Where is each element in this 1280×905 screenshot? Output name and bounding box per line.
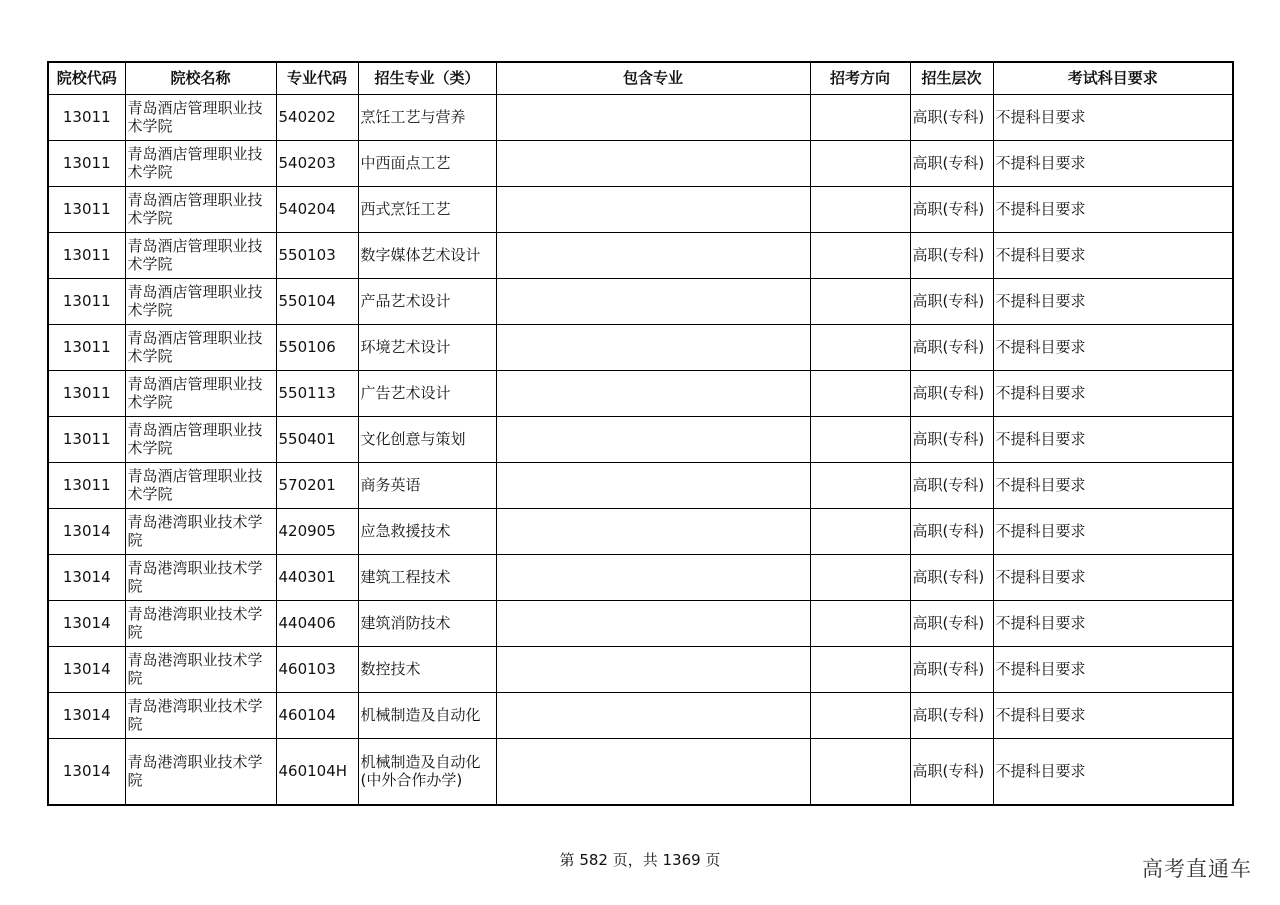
- direction-cell: [810, 462, 910, 508]
- table-row: [48, 278, 1233, 324]
- requirement-cell: 不提科目要求: [993, 370, 1233, 416]
- direction-cell: [810, 416, 910, 462]
- level-cell: 高职(专科): [910, 416, 993, 462]
- major-code-cell: 540203: [276, 140, 358, 186]
- includes-cell: [496, 94, 810, 140]
- header-major: 招生专业（类）: [358, 62, 496, 94]
- major-cell: 应急救援技术: [358, 508, 496, 554]
- table-row: [48, 416, 1233, 462]
- page-number: 第 582 页，共 1369 页: [559, 851, 721, 869]
- includes-cell: [496, 554, 810, 600]
- major-cell: 文化创意与策划: [358, 416, 496, 462]
- level-cell: 高职(专科): [910, 646, 993, 692]
- major-code-cell: 550401: [276, 416, 358, 462]
- includes-cell: [496, 278, 810, 324]
- major-code-cell: 460104H: [276, 738, 358, 805]
- major-cell: 广告艺术设计: [358, 370, 496, 416]
- level-cell: 高职(专科): [910, 738, 993, 805]
- major-code-cell: 550113: [276, 370, 358, 416]
- watermark: 高考直通车: [1142, 857, 1252, 881]
- header-school-name: 院校名称: [125, 62, 276, 94]
- table-row: [48, 140, 1233, 186]
- school-name-cell: 青岛酒店管理职业技术学院: [125, 324, 276, 370]
- school-code-cell: 13011: [48, 324, 125, 370]
- major-cell: 西式烹饪工艺: [358, 186, 496, 232]
- school-name-cell: 青岛酒店管理职业技术学院: [125, 462, 276, 508]
- school-name-cell: 青岛酒店管理职业技术学院: [125, 232, 276, 278]
- direction-cell: [810, 140, 910, 186]
- major-code-cell: 440406: [276, 600, 358, 646]
- school-name-cell: 青岛酒店管理职业技术学院: [125, 186, 276, 232]
- header-includes: 包含专业: [496, 62, 810, 94]
- enrollment-table: [47, 61, 1234, 806]
- header-school-code: 院校代码: [48, 62, 125, 94]
- requirement-cell: 不提科目要求: [993, 94, 1233, 140]
- major-cell: 机械制造及自动化(中外合作办学): [358, 738, 496, 805]
- requirement-cell: 不提科目要求: [993, 324, 1233, 370]
- level-cell: 高职(专科): [910, 554, 993, 600]
- school-code-cell: 13011: [48, 462, 125, 508]
- requirement-cell: 不提科目要求: [993, 738, 1233, 805]
- school-code-cell: 13011: [48, 186, 125, 232]
- school-name-cell: 青岛港湾职业技术学院: [125, 692, 276, 738]
- major-code-cell: 570201: [276, 462, 358, 508]
- table-row: [48, 462, 1233, 508]
- school-name-cell: 青岛酒店管理职业技术学院: [125, 416, 276, 462]
- major-cell: 环境艺术设计: [358, 324, 496, 370]
- level-cell: 高职(专科): [910, 278, 993, 324]
- major-cell: 产品艺术设计: [358, 278, 496, 324]
- school-code-cell: 13014: [48, 738, 125, 805]
- school-name-cell: 青岛酒店管理职业技术学院: [125, 94, 276, 140]
- school-name-cell: 青岛港湾职业技术学院: [125, 738, 276, 805]
- header-direction: 招考方向: [810, 62, 910, 94]
- direction-cell: [810, 554, 910, 600]
- school-name-cell: 青岛港湾职业技术学院: [125, 554, 276, 600]
- school-code-cell: 13014: [48, 554, 125, 600]
- includes-cell: [496, 738, 810, 805]
- level-cell: 高职(专科): [910, 232, 993, 278]
- table-body: [48, 94, 1233, 805]
- includes-cell: [496, 140, 810, 186]
- major-cell: 数字媒体艺术设计: [358, 232, 496, 278]
- major-code-cell: 550106: [276, 324, 358, 370]
- direction-cell: [810, 324, 910, 370]
- school-code-cell: 13011: [48, 370, 125, 416]
- school-name-cell: 青岛港湾职业技术学院: [125, 600, 276, 646]
- major-code-cell: 460103: [276, 646, 358, 692]
- major-cell: 建筑消防技术: [358, 600, 496, 646]
- school-code-cell: 13011: [48, 140, 125, 186]
- table-row: [48, 186, 1233, 232]
- header-row: [48, 62, 1233, 94]
- major-code-cell: 540204: [276, 186, 358, 232]
- includes-cell: [496, 370, 810, 416]
- level-cell: 高职(专科): [910, 508, 993, 554]
- header-requirement: 考试科目要求: [993, 62, 1233, 94]
- table-row: [48, 738, 1233, 805]
- major-cell: 烹饪工艺与营养: [358, 94, 496, 140]
- requirement-cell: 不提科目要求: [993, 600, 1233, 646]
- includes-cell: [496, 232, 810, 278]
- direction-cell: [810, 94, 910, 140]
- major-code-cell: 420905: [276, 508, 358, 554]
- direction-cell: [810, 646, 910, 692]
- header-major-code: 专业代码: [276, 62, 358, 94]
- table-row: [48, 232, 1233, 278]
- school-code-cell: 13014: [48, 508, 125, 554]
- major-cell: 中西面点工艺: [358, 140, 496, 186]
- includes-cell: [496, 462, 810, 508]
- includes-cell: [496, 646, 810, 692]
- school-name-cell: 青岛酒店管理职业技术学院: [125, 370, 276, 416]
- school-code-cell: 13014: [48, 646, 125, 692]
- school-code-cell: 13011: [48, 416, 125, 462]
- level-cell: 高职(专科): [910, 94, 993, 140]
- requirement-cell: 不提科目要求: [993, 692, 1233, 738]
- includes-cell: [496, 324, 810, 370]
- requirement-cell: 不提科目要求: [993, 232, 1233, 278]
- table-row: [48, 600, 1233, 646]
- direction-cell: [810, 278, 910, 324]
- direction-cell: [810, 508, 910, 554]
- major-code-cell: 440301: [276, 554, 358, 600]
- level-cell: 高职(专科): [910, 462, 993, 508]
- school-code-cell: 13011: [48, 232, 125, 278]
- requirement-cell: 不提科目要求: [993, 186, 1233, 232]
- major-cell: 机械制造及自动化: [358, 692, 496, 738]
- table-row: [48, 508, 1233, 554]
- requirement-cell: 不提科目要求: [993, 508, 1233, 554]
- requirement-cell: 不提科目要求: [993, 278, 1233, 324]
- school-name-cell: 青岛酒店管理职业技术学院: [125, 140, 276, 186]
- table-row: [48, 94, 1233, 140]
- table-row: [48, 554, 1233, 600]
- level-cell: 高职(专科): [910, 692, 993, 738]
- school-code-cell: 13011: [48, 278, 125, 324]
- level-cell: 高职(专科): [910, 324, 993, 370]
- level-cell: 高职(专科): [910, 370, 993, 416]
- direction-cell: [810, 692, 910, 738]
- includes-cell: [496, 186, 810, 232]
- header-level: 招生层次: [910, 62, 993, 94]
- direction-cell: [810, 232, 910, 278]
- school-name-cell: 青岛港湾职业技术学院: [125, 508, 276, 554]
- direction-cell: [810, 738, 910, 805]
- school-code-cell: 13014: [48, 600, 125, 646]
- direction-cell: [810, 600, 910, 646]
- table-row: [48, 324, 1233, 370]
- major-code-cell: 550104: [276, 278, 358, 324]
- includes-cell: [496, 600, 810, 646]
- school-code-cell: 13014: [48, 692, 125, 738]
- major-code-cell: 540202: [276, 94, 358, 140]
- major-cell: 数控技术: [358, 646, 496, 692]
- school-name-cell: 青岛酒店管理职业技术学院: [125, 278, 276, 324]
- level-cell: 高职(专科): [910, 600, 993, 646]
- major-code-cell: 460104: [276, 692, 358, 738]
- includes-cell: [496, 508, 810, 554]
- direction-cell: [810, 186, 910, 232]
- school-name-cell: 青岛港湾职业技术学院: [125, 646, 276, 692]
- major-cell: 建筑工程技术: [358, 554, 496, 600]
- major-code-cell: 550103: [276, 232, 358, 278]
- includes-cell: [496, 416, 810, 462]
- major-cell: 商务英语: [358, 462, 496, 508]
- direction-cell: [810, 370, 910, 416]
- requirement-cell: 不提科目要求: [993, 554, 1233, 600]
- table-row: [48, 646, 1233, 692]
- table-row: [48, 692, 1233, 738]
- table-row: [48, 370, 1233, 416]
- school-code-cell: 13011: [48, 94, 125, 140]
- level-cell: 高职(专科): [910, 140, 993, 186]
- level-cell: 高职(专科): [910, 186, 993, 232]
- requirement-cell: 不提科目要求: [993, 140, 1233, 186]
- includes-cell: [496, 692, 810, 738]
- requirement-cell: 不提科目要求: [993, 416, 1233, 462]
- requirement-cell: 不提科目要求: [993, 462, 1233, 508]
- requirement-cell: 不提科目要求: [993, 646, 1233, 692]
